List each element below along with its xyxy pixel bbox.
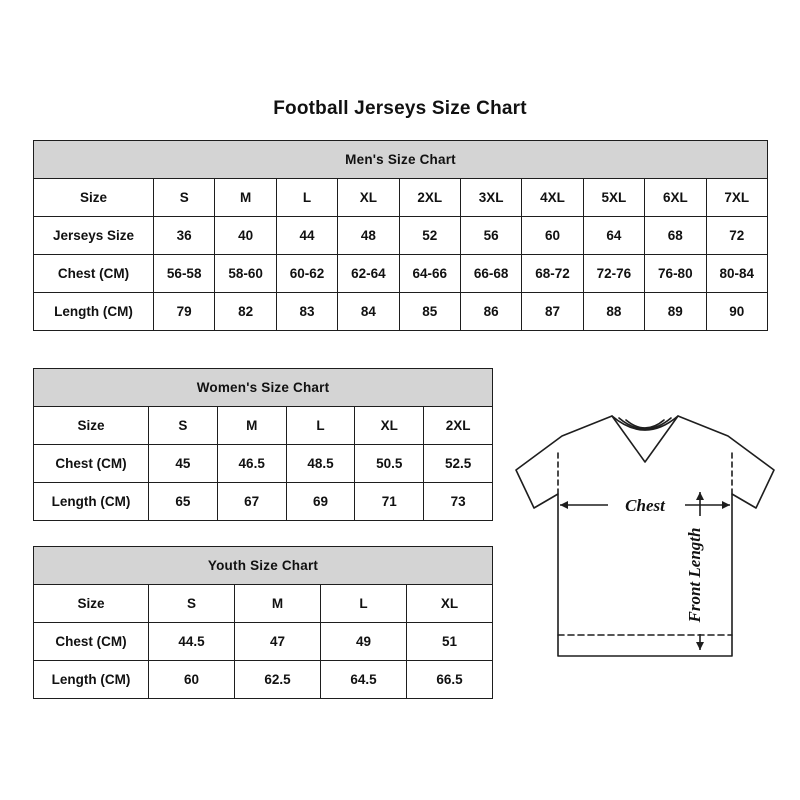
table-cell: 48 — [338, 217, 399, 255]
table-caption-row — [34, 369, 493, 407]
mens-table-title: Men's Size Chart — [34, 141, 768, 179]
row-header-label: Size — [34, 179, 154, 217]
table-cell: 50.5 — [355, 445, 424, 483]
table-row — [34, 661, 493, 699]
table-cell: 64-66 — [399, 255, 460, 293]
table-cell: 68-72 — [522, 255, 583, 293]
table-cell: 67 — [217, 483, 286, 521]
table-header-row — [34, 585, 493, 623]
table-cell: 69 — [286, 483, 355, 521]
table-cell: 58-60 — [215, 255, 276, 293]
column-header-size: S — [149, 407, 218, 445]
table-row — [34, 293, 768, 331]
column-header-size: 2XL — [424, 407, 493, 445]
column-header-size: 2XL — [399, 179, 460, 217]
table-cell: 65 — [149, 483, 218, 521]
row-label: Chest (CM) — [34, 623, 149, 661]
row-header-label: Size — [34, 585, 149, 623]
table-cell: 52.5 — [424, 445, 493, 483]
table-cell: 85 — [399, 293, 460, 331]
page-title: Football Jerseys Size Chart — [273, 98, 527, 119]
youth-table-title: Youth Size Chart — [34, 547, 493, 585]
table-cell: 76-80 — [645, 255, 706, 293]
table-cell: 66-68 — [460, 255, 521, 293]
table-cell: 44 — [276, 217, 337, 255]
table-cell: 40 — [215, 217, 276, 255]
table-cell: 73 — [424, 483, 493, 521]
table-cell: 82 — [215, 293, 276, 331]
table-cell: 66.5 — [407, 661, 493, 699]
table-header-row — [34, 179, 768, 217]
column-header-size: L — [276, 179, 337, 217]
womens-table-title: Women's Size Chart — [34, 369, 493, 407]
column-header-size: L — [321, 585, 407, 623]
table-cell: 56 — [460, 217, 521, 255]
mens-size-chart-section — [33, 140, 767, 331]
table-cell: 47 — [235, 623, 321, 661]
row-label: Length (CM) — [34, 483, 149, 521]
mens-size-table — [33, 140, 768, 331]
table-cell: 49 — [321, 623, 407, 661]
table-row — [34, 255, 768, 293]
table-cell: 71 — [355, 483, 424, 521]
table-caption-row — [34, 141, 768, 179]
column-header-size: 5XL — [583, 179, 644, 217]
table-cell: 64 — [583, 217, 644, 255]
column-header-size: M — [217, 407, 286, 445]
table-cell: 72 — [706, 217, 768, 255]
table-cell: 51 — [407, 623, 493, 661]
table-cell: 87 — [522, 293, 583, 331]
chest-measure-label: Chest — [625, 496, 665, 515]
column-header-size: S — [154, 179, 215, 217]
table-row — [34, 445, 493, 483]
table-cell: 48.5 — [286, 445, 355, 483]
table-cell: 64.5 — [321, 661, 407, 699]
column-header-size: S — [149, 585, 235, 623]
table-cell: 62.5 — [235, 661, 321, 699]
table-cell: 83 — [276, 293, 337, 331]
table-row — [34, 623, 493, 661]
column-header-size: M — [235, 585, 321, 623]
column-header-size: XL — [338, 179, 399, 217]
womens-size-chart-section — [33, 368, 492, 521]
column-header-size: L — [286, 407, 355, 445]
row-label: Jerseys Size — [34, 217, 154, 255]
table-cell: 52 — [399, 217, 460, 255]
column-header-size: 7XL — [706, 179, 768, 217]
table-cell: 80-84 — [706, 255, 768, 293]
row-label: Chest (CM) — [34, 255, 154, 293]
table-cell: 88 — [583, 293, 644, 331]
table-cell: 60-62 — [276, 255, 337, 293]
table-cell: 36 — [154, 217, 215, 255]
table-cell: 60 — [149, 661, 235, 699]
youth-size-table — [33, 546, 493, 699]
jersey-measurement-diagram — [500, 400, 790, 690]
row-label: Chest (CM) — [34, 445, 149, 483]
table-cell: 89 — [645, 293, 706, 331]
table-cell: 72-76 — [583, 255, 644, 293]
column-header-size: M — [215, 179, 276, 217]
table-cell: 90 — [706, 293, 768, 331]
table-cell: 44.5 — [149, 623, 235, 661]
table-cell: 46.5 — [217, 445, 286, 483]
table-cell: 68 — [645, 217, 706, 255]
table-cell: 84 — [338, 293, 399, 331]
table-cell: 45 — [149, 445, 218, 483]
column-header-size: XL — [355, 407, 424, 445]
table-cell: 56-58 — [154, 255, 215, 293]
column-header-size: XL — [407, 585, 493, 623]
table-cell: 79 — [154, 293, 215, 331]
womens-size-table — [33, 368, 493, 521]
row-header-label: Size — [34, 407, 149, 445]
column-header-size: 3XL — [460, 179, 521, 217]
table-cell: 60 — [522, 217, 583, 255]
front-length-measure-label: Front Length — [685, 527, 704, 623]
table-caption-row — [34, 547, 493, 585]
row-label: Length (CM) — [34, 293, 154, 331]
table-cell: 62-64 — [338, 255, 399, 293]
youth-size-chart-section — [33, 546, 492, 699]
row-label: Length (CM) — [34, 661, 149, 699]
table-row — [34, 217, 768, 255]
column-header-size: 4XL — [522, 179, 583, 217]
table-row — [34, 483, 493, 521]
column-header-size: 6XL — [645, 179, 706, 217]
table-cell: 86 — [460, 293, 521, 331]
table-header-row — [34, 407, 493, 445]
